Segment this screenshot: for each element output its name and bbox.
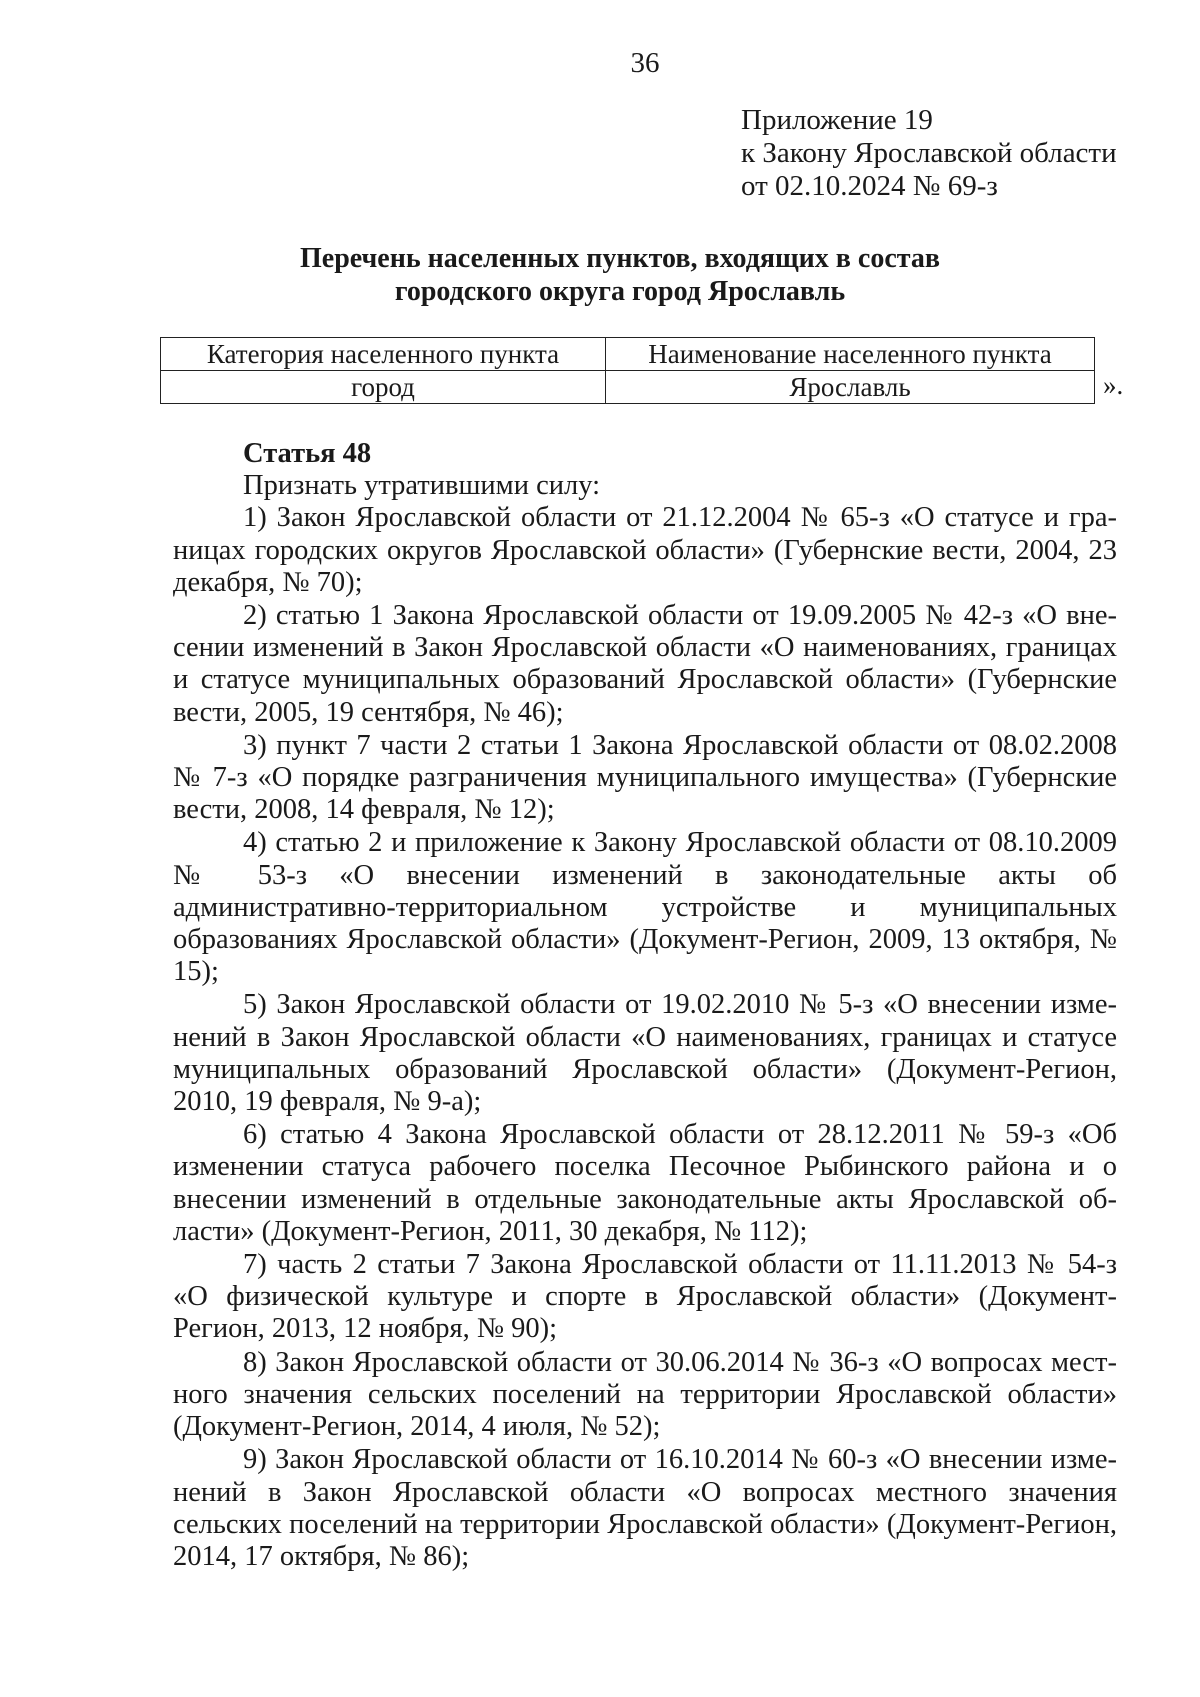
list-item: 1) Закон Ярославской области от 21.12.2004 № 65-з «О статусе и границах городских округов Ярославской области» (Губернские вести, 2004, 23 декабря, № 70); <box>173 502 1117 598</box>
article-48 <box>173 438 1117 1574</box>
list-item: 6) статью 4 Закона Ярославской области от 28.12.2011 № 59-з «Об изменении статуса рабочего поселка Песочное Рыбинского района и о внесении изменений в отдельные законодательные акты Ярославской области» (Документ-Регион, 2011, 30 декабря, № 112); <box>173 1119 1117 1247</box>
page-number: 36 <box>630 47 660 79</box>
table-header-row <box>161 338 1095 371</box>
article-title: Статья 48 <box>243 438 372 469</box>
title-line: городского округа город Ярославль <box>394 276 846 307</box>
appendix-line: от 02.10.2024 № 69-з <box>741 170 998 202</box>
list-item: 4) статью 2 и приложение к Закону Ярославской области от 08.10.2009 № 53-з «О внесении изменений в законодательные акты об административно-территориальном устройстве и муниципальных образованиях Ярославской области» (Документ-Регион, 2009, 13 октября, № 15); <box>173 827 1117 988</box>
list-item: 9) Закон Ярославской области от 16.10.2014 № 60-з «О внесении изменений в Закон Ярославской области «О вопросах местного значения сельских поселений на территории Ярославской области» (Документ-Регион, 2014, 17 октября, № 86); <box>173 1444 1117 1572</box>
list-item: 2) статью 1 Закона Ярославской области от 19.09.2005 № 42-з «О внесении изменений в Закон Ярославской области «О наименованиях, границах и статусе муниципальных образований Ярославской области» (Губернские вести, 2005, 19 сентября, № 46); <box>173 600 1117 728</box>
appendix-line: к Закону Ярославской области <box>741 137 1117 169</box>
table-row <box>161 371 1095 404</box>
list-item: 3) пункт 7 части 2 статьи 1 Закона Ярославской области от 08.02.2008 № 7-з «О порядке разграничения муниципального имущества» (Губернские вести, 2008, 14 февраля, № 12); <box>173 729 1117 826</box>
table-header-category: Категория населенного пункта <box>161 338 606 371</box>
list-item: 5) Закон Ярославской области от 19.02.2010 № 5-з «О внесении изменений в Закон Ярославской области «О наименованиях, границах и статусе муниципальных образований Ярославской области» (Документ-Регион, 2010, 19 февраля, № 9-а); <box>173 989 1117 1118</box>
table-cell-name: Ярославль <box>606 371 1095 404</box>
list-item: 8) Закон Ярославской области от 30.06.2014 № 36-з «О вопросах местного значения сельских поселений на территории Ярославской области» (Документ-Регион, 2014, 4 июля, № 52); <box>173 1346 1117 1443</box>
table-cell-category: город <box>161 371 606 404</box>
appendix-line: Приложение 19 <box>741 104 933 136</box>
table-closing-quote: ». <box>1103 370 1124 400</box>
document-title <box>160 242 1080 308</box>
title-line: Перечень населенных пунктов, входящих в состав <box>300 243 940 274</box>
list-item: 7) часть 2 статьи 7 Закона Ярославской области от 11.11.2013 № 54-з «О физической культуре и спорте в Ярославской области» (Документ-Регион, 2013, 12 ноября, № 90); <box>173 1249 1117 1345</box>
appendix-block <box>741 104 1117 203</box>
settlements-table <box>160 337 1095 404</box>
table-header-name: Наименование населенного пункта <box>606 338 1095 371</box>
article-intro: Признать утратившими силу: <box>243 470 600 502</box>
